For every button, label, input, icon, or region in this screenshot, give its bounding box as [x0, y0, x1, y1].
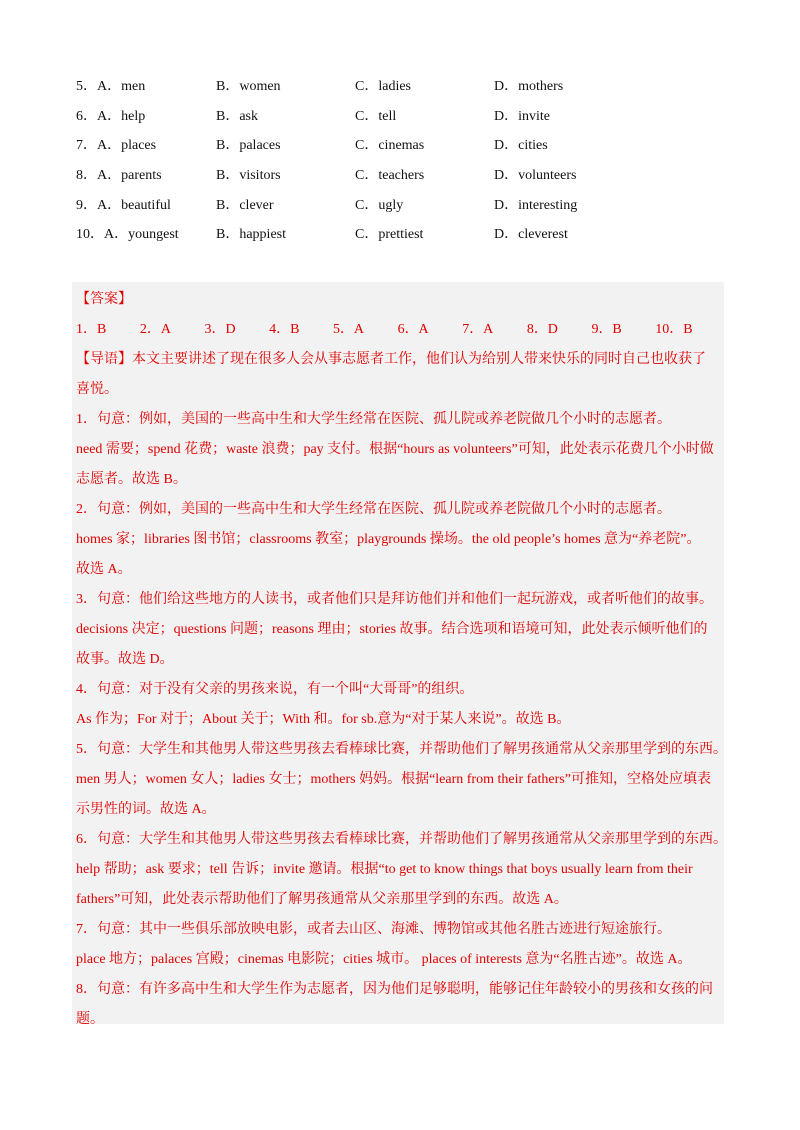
answer-section	[76, 285, 727, 1035]
option-a: 10．A．youngest	[76, 227, 179, 243]
explanation-line: 喜悦。	[76, 382, 118, 397]
answer-key: 7．A	[462, 322, 494, 337]
option-b: B．palaces	[216, 138, 281, 154]
explanation-line: 故事。故选 D。	[76, 652, 174, 667]
explanation-line: place 地方；palaces 宫殿；cinemas 电影院；cities 城市。 places of interests 意为“名胜古迹”。故选 A。	[76, 952, 692, 967]
explanation-line: men 男人；women 女人；ladies 女士；mothers 妈妈。根据“learn from their fathers”可推知，空格处应填表	[76, 772, 711, 787]
option-b: B．visitors	[216, 168, 281, 184]
question-row	[76, 224, 736, 254]
option-c: C．ugly	[355, 197, 404, 213]
question-options	[76, 76, 736, 254]
option-d: D．invite	[494, 108, 550, 124]
explanation-line: 6．句意：大学生和其他男人带这些男孩去看棒球比赛，并帮助他们了解男孩通常从父亲那里学到的东西。	[76, 832, 727, 847]
option-b: B．happiest	[216, 227, 286, 243]
option-a: 9．A．beautiful	[76, 197, 171, 213]
option-c: C．ladies	[355, 79, 411, 94]
explanation-line: 4．句意：对于没有父亲的男孩来说，有一个叫“大哥哥”的组织。	[76, 682, 474, 697]
option-c: C．cinemas	[355, 138, 425, 154]
option-a: 5．A．men	[76, 79, 146, 94]
explanation-line: As 作为；For 对于；About 关于；With 和。for sb.意为“对于某人来说”。故选 B。	[76, 712, 571, 727]
answer-key: 5．A	[332, 322, 365, 337]
option-d: D．cities	[494, 138, 548, 154]
answer-key: 6．A	[397, 322, 429, 337]
explanation-line: 3．句意：他们给这些地方的人读书，或者他们只是拜访他们并和他们一起玩游戏，或者听他们的故事。	[76, 592, 713, 607]
explanation-line: 7．句意：其中一些俱乐部放映电影，或者去山区、海滩、博物馆或其他名胜古迹进行短途旅行。	[76, 922, 671, 937]
answer-key: 8．D	[526, 322, 558, 337]
option-b: B．clever	[216, 197, 274, 213]
explanation-line: 8．句意：有许多高中生和大学生作为志愿者，因为他们足够聪明，能够记住年龄较小的男孩和女孩的问	[76, 982, 713, 997]
explanation-line: 题。	[76, 1012, 104, 1027]
option-b: B．women	[216, 79, 281, 94]
explanation-line: homes 家；libraries 图书馆；classrooms 教室；playgrounds 操场。the old people’s homes 意为“养老院”。	[76, 532, 701, 547]
option-c: C．teachers	[355, 168, 425, 184]
option-d: D．cleverest	[494, 227, 568, 243]
explanation-line: 2．句意：例如，美国的一些高中生和大学生经常在医院、孤儿院或养老院做几个小时的志愿者。	[76, 502, 671, 517]
option-a: 6．A．help	[76, 108, 146, 124]
explanation-line: fathers”可知，此处表示帮助他们了解男孩通常从父亲那里学到的东西。故选 A。	[76, 892, 568, 907]
question-row	[76, 195, 736, 225]
explanation-line: need 需要；spend 花费；waste 浪费；pay 支付。根据“hours as volunteers”可知，此处表示花费几个小时做	[76, 442, 714, 457]
question-row	[76, 106, 736, 136]
answer-key: 4．B	[269, 322, 300, 337]
option-d: D．mothers	[494, 79, 564, 94]
option-c: C．prettiest	[355, 227, 424, 243]
explanation-line: 示男性的词。故选 A。	[76, 802, 216, 817]
explanation-line: 故选 A。	[76, 562, 132, 577]
explanation-line: decisions 决定；questions 问题；reasons 理由；stories 故事。结合选项和语境可知，此处表示倾听他们的	[76, 622, 708, 637]
explanation-line: 1．句意：例如，美国的一些高中生和大学生经常在医院、孤儿院或养老院做几个小时的志愿者。	[76, 412, 671, 427]
answer-key: 3．D	[204, 322, 236, 337]
answer-key: 2．A	[139, 322, 171, 337]
answer-key: 10．B	[655, 322, 693, 337]
explanation-line: 志愿者。故选 B。	[76, 472, 187, 487]
answer-heading: 【答案】	[76, 292, 132, 307]
option-a: 8．A．parents	[76, 168, 162, 184]
answer-key: 9．B	[591, 322, 622, 337]
explanation-line: 5．句意：大学生和其他男人带这些男孩去看棒球比赛，并帮助他们了解男孩通常从父亲那里学到的东西。	[76, 742, 727, 757]
answer-keys	[76, 315, 724, 345]
question-row	[76, 165, 736, 195]
option-d: D．interesting	[494, 197, 578, 213]
option-b: B．ask	[216, 108, 258, 124]
option-a: 7．A．places	[76, 138, 157, 154]
option-d: D．volunteers	[494, 168, 577, 184]
explanation-line: 【导语】本文主要讲述了现在很多人会从事志愿者工作，他们认为给别人带来快乐的同时自己也收获了	[76, 352, 706, 367]
answer-key: 1．B	[76, 322, 107, 337]
question-row	[76, 76, 736, 106]
question-row	[76, 135, 736, 165]
explanation-line: help 帮助；ask 要求；tell 告诉；invite 邀请。根据“to get to know things that boys usually learn from their	[76, 862, 693, 877]
option-c: C．tell	[355, 108, 397, 124]
